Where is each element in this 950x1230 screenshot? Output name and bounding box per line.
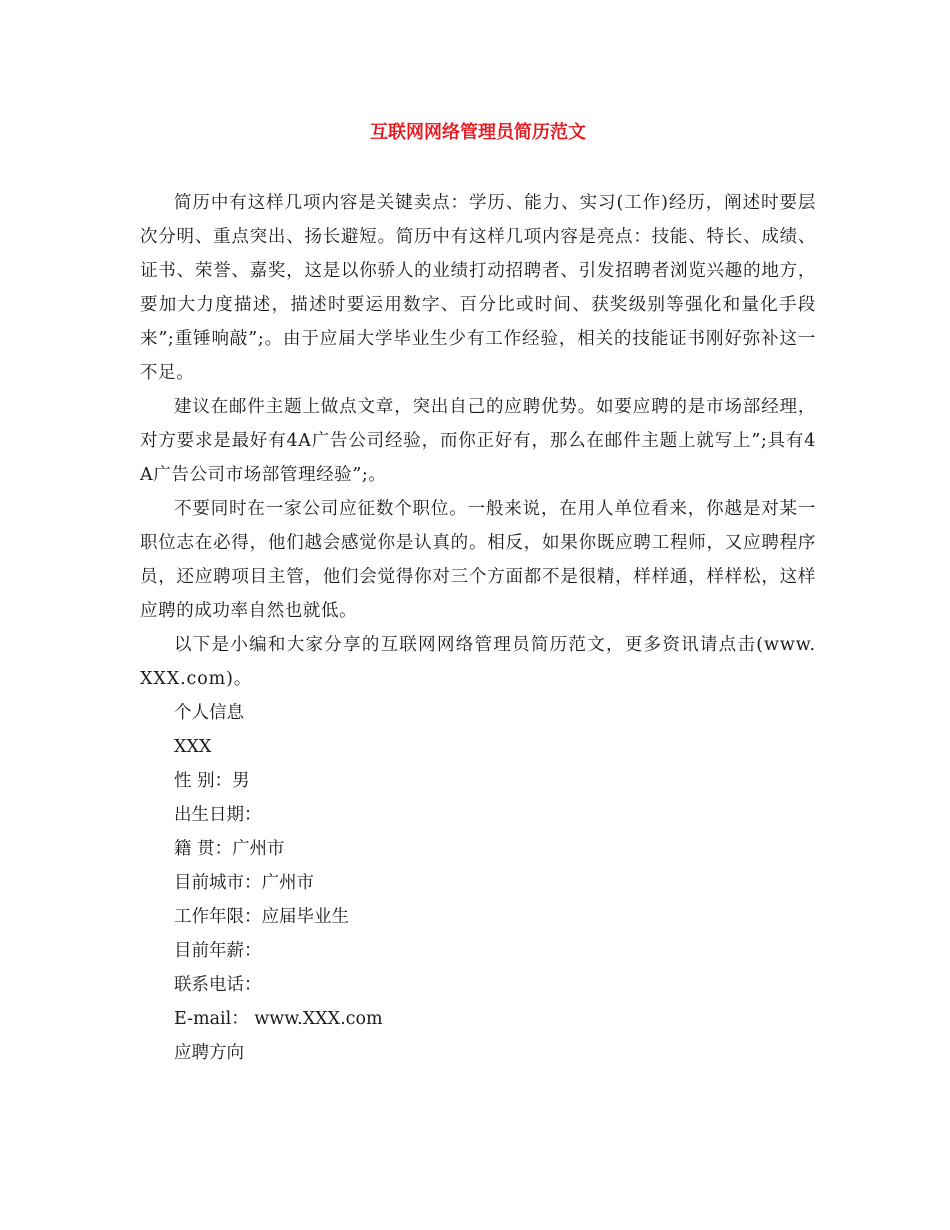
personal-info-list bbox=[140, 696, 816, 1070]
info-email: E-mail： www.XXX.com bbox=[174, 1009, 383, 1029]
info-work-years: 工作年限：应届毕业生 bbox=[174, 907, 349, 927]
info-name: XXX bbox=[174, 737, 212, 757]
info-birth-date: 出生日期： bbox=[174, 805, 262, 825]
document-page bbox=[140, 120, 816, 1070]
info-phone: 联系电话： bbox=[174, 975, 262, 995]
info-section-heading: 个人信息 bbox=[174, 703, 244, 723]
info-current-city: 目前城市：广州市 bbox=[174, 873, 314, 893]
info-native-place: 籍 贯：广州市 bbox=[174, 839, 285, 859]
document-title: 互联网网络管理员简历范文 bbox=[370, 122, 586, 143]
paragraph-single-position-tip: 不要同时在一家公司应征数个职位。一般来说，在用人单位看来，你越是对某一职位志在必得，他们越会感觉你是认真的。相反，如果你既应聘工程师，又应聘程序员，还应聘项目主管，他们会觉得你对三个方面都不是很精，样样通，样样松，这样应聘的成功率自然也就低。 bbox=[140, 499, 816, 621]
paragraph-intro-sample: 以下是小编和大家分享的互联网网络管理员简历范文，更多资讯请点击(www.XXX.com)。 bbox=[140, 635, 816, 689]
info-job-direction-heading: 应聘方向 bbox=[174, 1043, 244, 1063]
paragraph-key-selling-points: 简历中有这样几项内容是关键卖点：学历、能力、实习(工作)经历，阐述时要层次分明、重点突出、扬长避短。简历中有这样几项内容是亮点：技能、特长、成绩、证书、荣誉、嘉奖，这是以你骄人的业绩打动招聘者、引发招聘者浏览兴趣的地方，要加大力度描述，描述时要运用数字、百分比或时间、获奖级别等强化和量化手段来”;重锤响敲”;。由于应届大学毕业生少有工作经验，相关的技能证书刚好弥补这一不足。 bbox=[140, 193, 816, 383]
info-current-salary: 目前年薪： bbox=[174, 941, 262, 961]
info-gender: 性 别：男 bbox=[174, 771, 250, 791]
paragraph-email-subject-tip: 建议在邮件主题上做点文章，突出自己的应聘优势。如要应聘的是市场部经理，对方要求是最好有4A广告公司经验，而你正好有，那么在邮件主题上就写上”;具有4A广告公司市场部管理经验”;。 bbox=[140, 397, 816, 485]
